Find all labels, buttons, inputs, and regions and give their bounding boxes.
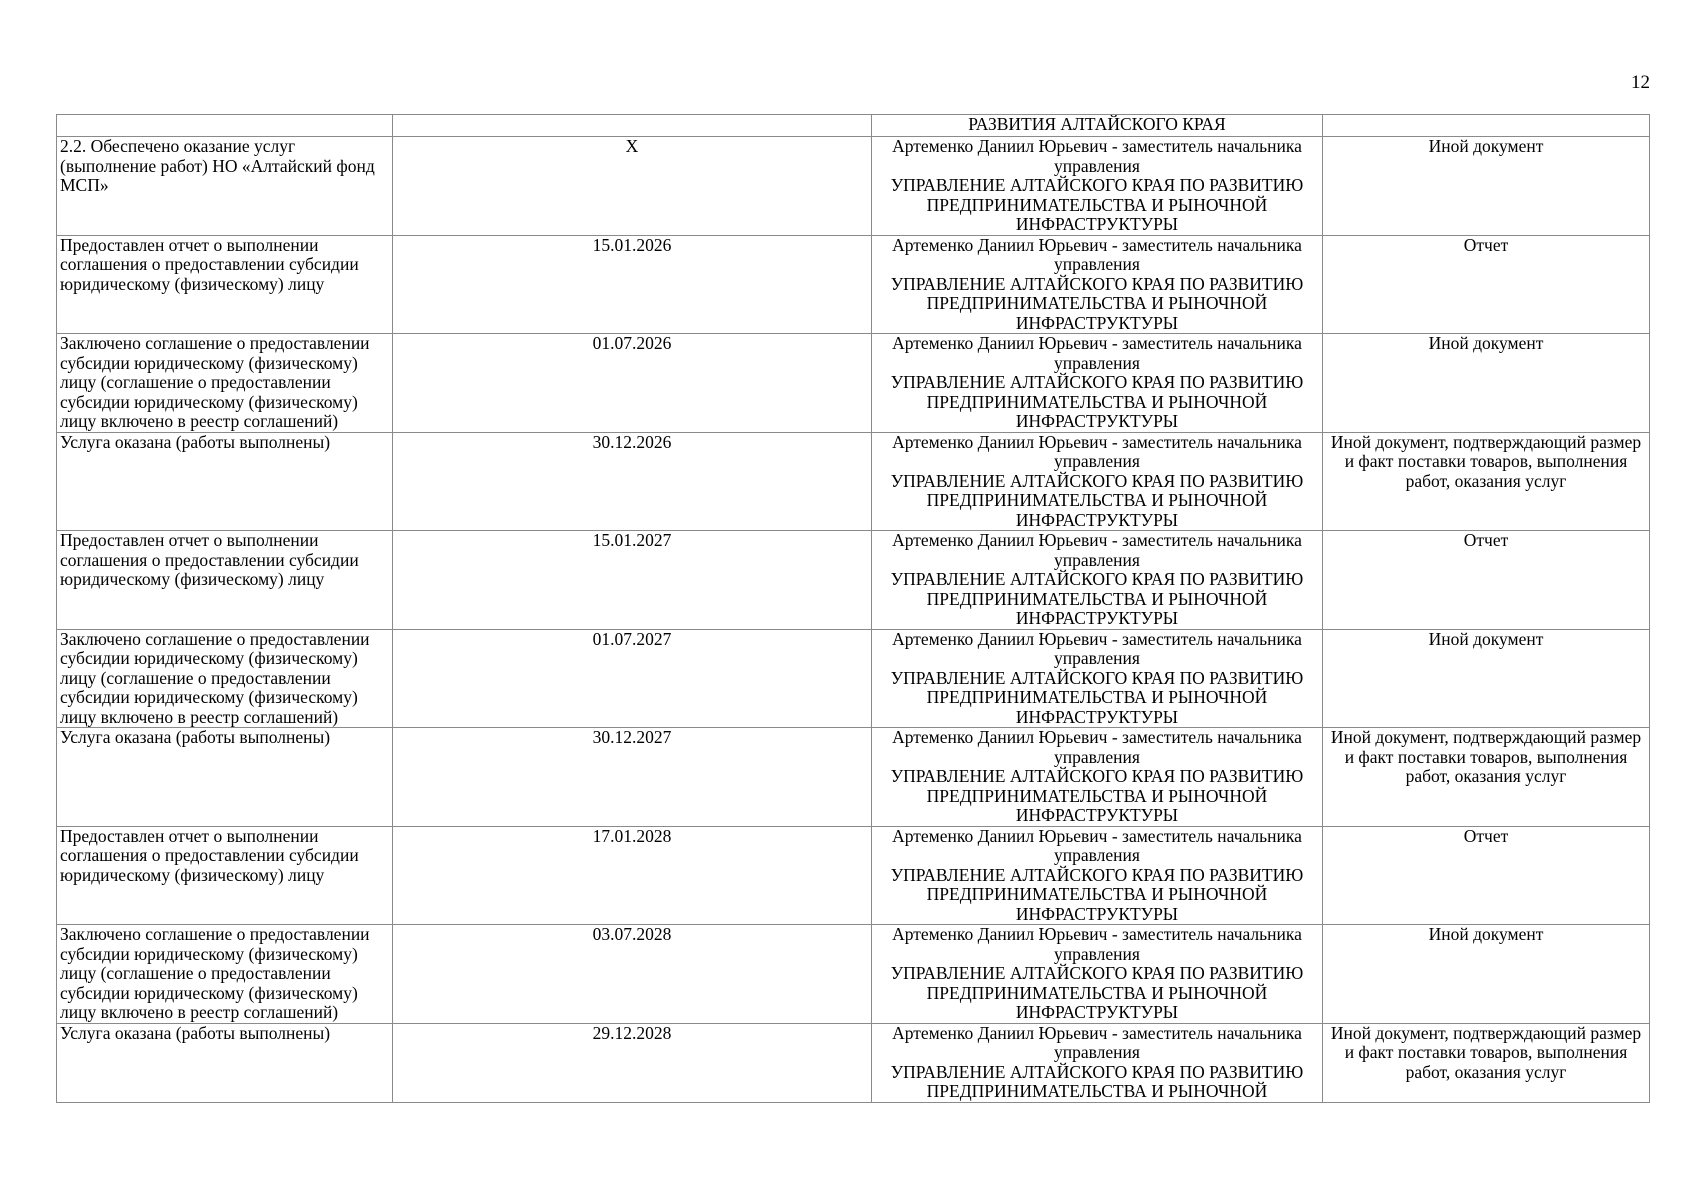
table-row: [57, 235, 1650, 334]
cell-description: Заключено соглашение о предоставлении субсидии юридическому (физическому) лицу (соглашение о предоставлении субсидии юридическому (физическому) лицу включено в реестр соглашений): [57, 629, 393, 728]
control-points-table: [56, 114, 1650, 1103]
cell-responsible: [872, 235, 1323, 334]
table-row: [57, 629, 1650, 728]
table-row: [57, 826, 1650, 925]
table-row: [57, 728, 1650, 827]
continuation-cell-description: [57, 115, 393, 137]
cell-description: Заключено соглашение о предоставлении субсидии юридическому (физическому) лицу (соглашение о предоставлении субсидии юридическому (физическому) лицу включено в реестр соглашений): [57, 925, 393, 1024]
responsible-organization: УПРАВЛЕНИЕ АЛТАЙСКОГО КРАЯ ПО РАЗВИТИЮ ПРЕДПРИНИМАТЕЛЬСТВА И РЫНОЧНОЙ ИНФРАСТРУКТУРЫ: [890, 963, 1304, 1022]
cell-document: Иной документ, подтверждающий размер и факт поставки товаров, выполнения работ, оказания услуг: [1323, 1023, 1650, 1102]
cell-responsible: [872, 728, 1323, 827]
responsible-organization: УПРАВЛЕНИЕ АЛТАЙСКОГО КРАЯ ПО РАЗВИТИЮ ПРЕДПРИНИМАТЕЛЬСТВА И РЫНОЧНОЙ ИНФРАСТРУКТУРЫ: [890, 667, 1304, 727]
cell-responsible: [872, 432, 1323, 531]
cell-document: Иной документ: [1323, 334, 1650, 433]
table-row: [57, 531, 1650, 630]
table-row: [57, 1023, 1650, 1102]
cell-date: 17.01.2028: [393, 826, 872, 925]
table-row: [57, 137, 1650, 236]
responsible-organization: УПРАВЛЕНИЕ АЛТАЙСКОГО КРАЯ ПО РАЗВИТИЮ ПРЕДПРИНИМАТЕЛЬСТВА И РЫНОЧНОЙ ИНФРАСТРУКТУРЫ: [890, 470, 1304, 530]
cell-description: Предоставлен отчет о выполнении соглашения о предоставлении субсидии юридическому (физическому) лицу: [57, 826, 393, 925]
responsible-person: Артеменко Даниил Юрьевич - заместитель начальника управления: [892, 530, 1302, 570]
cell-document: Иной документ, подтверждающий размер и факт поставки товаров, выполнения работ, оказания услуг: [1323, 728, 1650, 827]
page-number: 12: [1631, 72, 1650, 93]
cell-responsible: [872, 629, 1323, 728]
table-row: [57, 925, 1650, 1024]
continuation-cell-date: [393, 115, 872, 137]
responsible-person: Артеменко Даниил Юрьевич - заместитель начальника управления: [892, 136, 1302, 176]
cell-document: Иной документ: [1323, 629, 1650, 728]
table-row: [57, 432, 1650, 531]
table-continuation-row: [57, 115, 1650, 137]
continuation-cell-responsible: РАЗВИТИЯ АЛТАЙСКОГО КРАЯ: [872, 115, 1323, 137]
responsible-person: Артеменко Даниил Юрьевич - заместитель начальника управления: [892, 826, 1302, 865]
cell-date: 30.12.2027: [393, 728, 872, 827]
responsible-person: Артеменко Даниил Юрьевич - заместитель начальника управления: [892, 333, 1302, 373]
cell-date: 01.07.2027: [393, 629, 872, 728]
cell-description: Услуга оказана (работы выполнены): [57, 432, 393, 531]
cell-responsible: [872, 1023, 1323, 1102]
responsible-person: Артеменко Даниил Юрьевич - заместитель начальника управления: [892, 727, 1302, 767]
responsible-organization: УПРАВЛЕНИЕ АЛТАЙСКОГО КРАЯ ПО РАЗВИТИЮ ПРЕДПРИНИМАТЕЛЬСТВА И РЫНОЧНОЙ ИНФРАСТРУКТУРЫ: [890, 273, 1304, 333]
responsible-person: Артеменко Даниил Юрьевич - заместитель начальника управления: [892, 235, 1302, 274]
cell-document: Иной документ: [1323, 925, 1650, 1024]
cell-document: Отчет: [1323, 826, 1650, 925]
table-row: [57, 334, 1650, 433]
responsible-organization: УПРАВЛЕНИЕ АЛТАЙСКОГО КРАЯ ПО РАЗВИТИЮ ПРЕДПРИНИМАТЕЛЬСТВА И РЫНОЧНОЙ ИНФРАСТРУКТУРЫ: [890, 864, 1304, 924]
cell-date: 15.01.2026: [393, 235, 872, 334]
cell-responsible: [872, 137, 1323, 236]
cell-date: X: [393, 137, 872, 236]
continuation-cell-document: [1323, 115, 1650, 137]
responsible-person: Артеменко Даниил Юрьевич - заместитель начальника управления: [892, 1023, 1302, 1062]
cell-date: 29.12.2028: [393, 1023, 872, 1102]
responsible-person: Артеменко Даниил Юрьевич - заместитель начальника управления: [892, 432, 1302, 471]
cell-responsible: [872, 334, 1323, 433]
cell-document: Иной документ: [1323, 137, 1650, 236]
cell-date: 01.07.2026: [393, 334, 872, 433]
responsible-organization: УПРАВЛЕНИЕ АЛТАЙСКОГО КРАЯ ПО РАЗВИТИЮ ПРЕДПРИНИМАТЕЛЬСТВА И РЫНОЧНОЙ ИНФРАСТРУКТУРЫ: [890, 569, 1304, 628]
cell-date: 15.01.2027: [393, 531, 872, 630]
cell-date: 30.12.2026: [393, 432, 872, 531]
cell-description: Услуга оказана (работы выполнены): [57, 728, 393, 827]
cell-description: Предоставлен отчет о выполнении соглашения о предоставлении субсидии юридическому (физическому) лицу: [57, 531, 393, 630]
cell-document: Отчет: [1323, 531, 1650, 630]
cell-description: 2.2. Обеспечено оказание услуг (выполнение работ) НО «Алтайский фонд МСП»: [57, 137, 393, 236]
cell-description: Услуга оказана (работы выполнены): [57, 1023, 393, 1102]
cell-description: Предоставлен отчет о выполнении соглашения о предоставлении субсидии юридическому (физическому) лицу: [57, 235, 393, 334]
cell-responsible: [872, 531, 1323, 630]
cell-description: Заключено соглашение о предоставлении субсидии юридическому (физическому) лицу (соглашение о предоставлении субсидии юридическому (физическому) лицу включено в реестр соглашений): [57, 334, 393, 433]
cell-date: 03.07.2028: [393, 925, 872, 1024]
responsible-person: Артеменко Даниил Юрьевич - заместитель начальника управления: [892, 924, 1302, 964]
responsible-organization: УПРАВЛЕНИЕ АЛТАЙСКОГО КРАЯ ПО РАЗВИТИЮ ПРЕДПРИНИМАТЕЛЬСТВА И РЫНОЧНОЙ ИНФРАСТРУКТУРЫ: [890, 372, 1304, 431]
cell-document: Отчет: [1323, 235, 1650, 334]
responsible-person: Артеменко Даниил Юрьевич - заместитель начальника управления: [892, 629, 1302, 668]
cell-responsible: [872, 925, 1323, 1024]
responsible-organization: УПРАВЛЕНИЕ АЛТАЙСКОГО КРАЯ ПО РАЗВИТИЮ ПРЕДПРИНИМАТЕЛЬСТВА И РЫНОЧНОЙ ИНФРАСТРУКТУРЫ: [890, 766, 1304, 825]
cell-responsible: [872, 826, 1323, 925]
responsible-organization: УПРАВЛЕНИЕ АЛТАЙСКОГО КРАЯ ПО РАЗВИТИЮ ПРЕДПРИНИМАТЕЛЬСТВА И РЫНОЧНОЙ: [890, 1061, 1304, 1101]
cell-document: Иной документ, подтверждающий размер и факт поставки товаров, выполнения работ, оказания услуг: [1323, 432, 1650, 531]
responsible-organization: УПРАВЛЕНИЕ АЛТАЙСКОГО КРАЯ ПО РАЗВИТИЮ ПРЕДПРИНИМАТЕЛЬСТВА И РЫНОЧНОЙ ИНФРАСТРУКТУРЫ: [890, 175, 1304, 234]
